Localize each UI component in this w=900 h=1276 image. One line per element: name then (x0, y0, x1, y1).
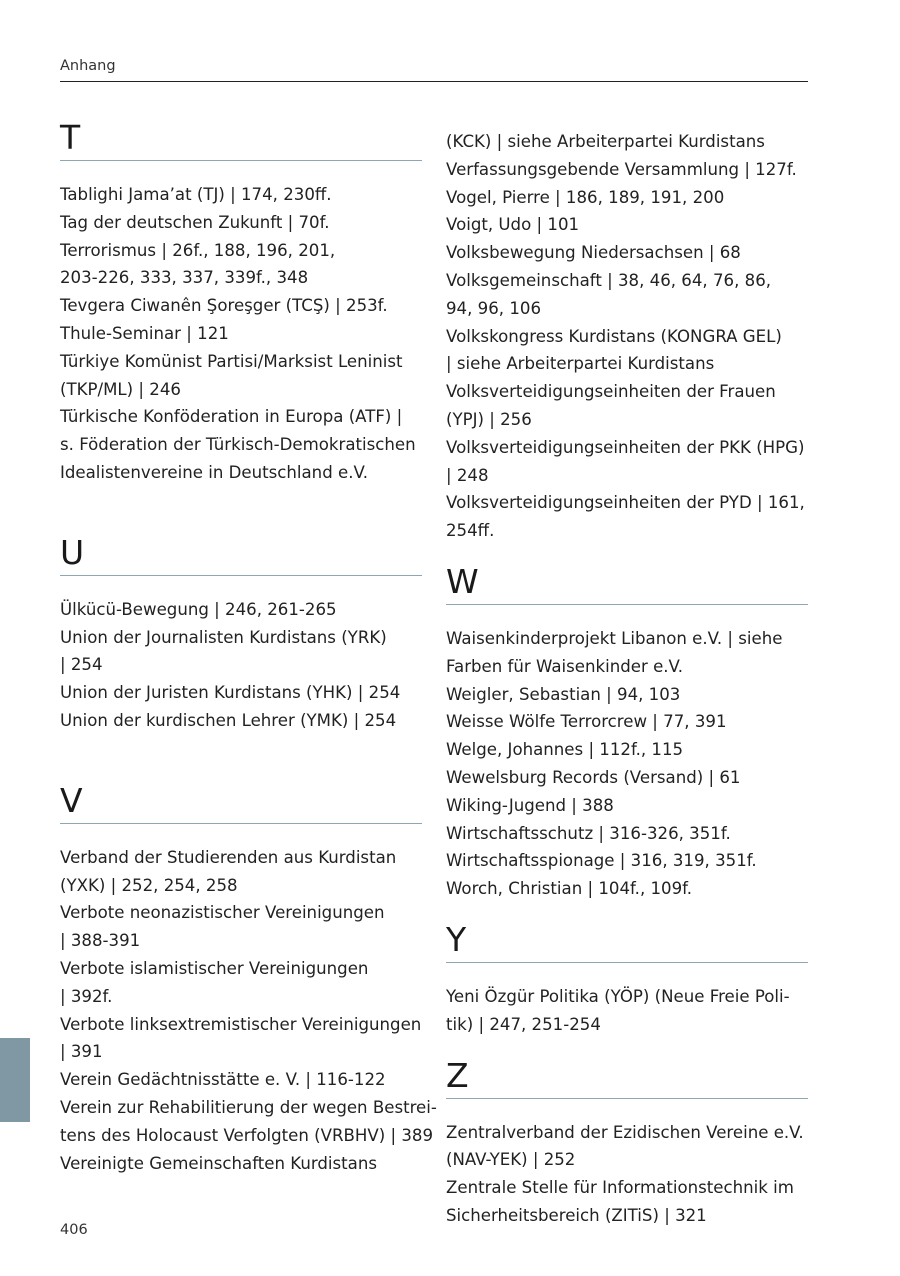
index-entry-line: | 254 (60, 655, 103, 675)
index-entry-line: Vogel, Pierre | 186, 189, 191, 200 (446, 187, 725, 207)
index-entry-line: Türkiye Komünist Partisi/Marksist Leninist (60, 351, 403, 371)
index-entry-line: tens des Holocaust Verfolgten (VRBHV) | 389 (60, 1125, 434, 1145)
index-entry-line: Union der Juristen Kurdistans (YHK) | 254 (60, 683, 401, 703)
index-entry-line: Verbote islamistischer Vereinigungen (60, 958, 369, 978)
index-entry-line: | 248 (446, 465, 489, 485)
index-entry-line: Thule-Seminar | 121 (60, 323, 229, 343)
index-section (446, 1056, 808, 1230)
index-section (446, 562, 808, 903)
index-entry-line: Idealistenvereine in Deutschland e.V. (60, 462, 368, 482)
index-entry-line: 94, 96, 106 (446, 298, 542, 318)
index-entry-line: (NAV-YEK) | 252 (446, 1150, 576, 1170)
index-section (60, 118, 422, 487)
right-sections (446, 562, 808, 1230)
index-entry-line: Farben für Waisenkinder e.V. (446, 656, 684, 676)
continued-entries (446, 128, 808, 545)
index-entry-line: tik) | 247, 251-254 (446, 1014, 601, 1034)
index-entry-line: Verein Gedächtnisstätte e. V. | 116-122 (60, 1070, 386, 1090)
index-entry-line: Tag der deutschen Zukunft | 70f. (60, 212, 330, 232)
index-entry-line: Ülkücü-Bewegung | 246, 261-265 (60, 599, 337, 619)
index-entry-line: 254ff. (446, 521, 495, 541)
index-entry-line: Weigler, Sebastian | 94, 103 (446, 684, 681, 704)
index-entry-line: Wiking-Jugend | 388 (446, 795, 614, 815)
index-entry-line: Sicherheitsbereich (ZITiS) | 321 (446, 1205, 707, 1225)
section-letter-heading: V (60, 781, 422, 824)
index-entry-line: (YXK) | 252, 254, 258 (60, 875, 238, 895)
index-entry-line: Union der Journalisten Kurdistans (YRK) (60, 627, 387, 647)
index-entry-line: Wirtschaftsschutz | 316-326, 351f. (446, 823, 731, 843)
index-entry-line: | 391 (60, 1042, 103, 1062)
index-entry-line: Verein zur Rehabilitierung der wegen Bestrei- (60, 1097, 437, 1117)
index-entry-line: Union der kurdischen Lehrer (YMK) | 254 (60, 710, 397, 730)
index-entry-line: Welge, Johannes | 112f., 115 (446, 740, 684, 760)
section-letter-heading: Z (446, 1056, 808, 1099)
index-entry-line: Voigt, Udo | 101 (446, 215, 580, 235)
index-section (60, 780, 437, 1178)
page-number: 406 (60, 1222, 88, 1238)
index-entry-line: Waisenkinderprojekt Libanon e.V. | siehe (446, 628, 783, 648)
index-section (446, 920, 808, 1039)
index-entry-line: Volksbewegung Niedersachsen | 68 (446, 243, 741, 263)
index-entry-line: | siehe Arbeiterpartei Kurdistans (446, 354, 715, 374)
index-entry-line: Zentralverband der Ezidischen Vereine e.V. (446, 1122, 804, 1142)
index-column-right (446, 128, 808, 1230)
index-entry-line: Türkische Konföderation in Europa (ATF) | (60, 407, 403, 427)
header-rule (60, 81, 808, 82)
index-entry-line: Verbote linksextremistischer Vereinigungen (60, 1014, 422, 1034)
index-entry-line: Volksverteidigungseinheiten der PKK (HPG) (446, 437, 805, 457)
index-entry-line: Vereinigte Gemeinschaften Kurdistans (60, 1153, 378, 1173)
index-entry-line: Volkskongress Kurdistans (KONGRA GEL) (446, 326, 782, 346)
running-header: Anhang (60, 58, 116, 74)
index-entry-line: Volksgemeinschaft | 38, 46, 64, 76, 86, (446, 270, 772, 290)
section-letter-heading: U (60, 533, 422, 576)
index-entry-line: 203-226, 333, 337, 339f., 348 (60, 268, 309, 288)
index-entry-line: s. Föderation der Türkisch-Demokratischen (60, 435, 416, 455)
thumb-index-tab (0, 1038, 30, 1122)
index-entry-line: | 392f. (60, 986, 113, 1006)
index-entry-line: Volksverteidigungseinheiten der PYD | 161, (446, 493, 805, 513)
section-letter-heading: T (60, 118, 422, 161)
index-entry-line: Terrorismus | 26f., 188, 196, 201, (60, 240, 336, 260)
index-entry-line: Verfassungsgebende Versammlung | 127f. (446, 159, 797, 179)
index-entry-line: Tablighi Jama’at (TJ) | 174, 230ff. (60, 185, 332, 204)
index-entry-line: Wewelsburg Records (Versand) | 61 (446, 767, 741, 787)
index-entry-line: Worch, Christian | 104f., 109f. (446, 879, 693, 899)
section-letter-heading: Y (446, 920, 808, 963)
index-entry-line: (YPJ) | 256 (446, 409, 532, 429)
index-entry-line: | 388-391 (60, 931, 141, 951)
index-entry-line: Verbote neonazistischer Vereinigungen (60, 903, 385, 923)
index-entry-line: (TKP/ML) | 246 (60, 379, 181, 399)
index-entry-line: Zentrale Stelle für Informationstechnik im (446, 1178, 794, 1198)
index-section (60, 533, 422, 735)
index-entry-line: Volksverteidigungseinheiten der Frauen (446, 382, 776, 402)
index-entry-line: Verband der Studierenden aus Kurdistan (60, 847, 397, 867)
index-entry-line: Tevgera Ciwanên Şoreşger (TCŞ) | 253f. (60, 296, 388, 316)
index-entry-line: Yeni Özgür Politika (YÖP) (Neue Freie Poli- (446, 986, 790, 1006)
index-entry-line: Weisse Wölfe Terrorcrew | 77, 391 (446, 712, 727, 732)
index-column-left (60, 118, 437, 1177)
index-entry-line: Wirtschaftsspionage | 316, 319, 351f. (446, 851, 757, 871)
section-letter-heading: W (446, 562, 808, 605)
index-entry-line: (KCK) | siehe Arbeiterpartei Kurdistans (446, 132, 765, 151)
